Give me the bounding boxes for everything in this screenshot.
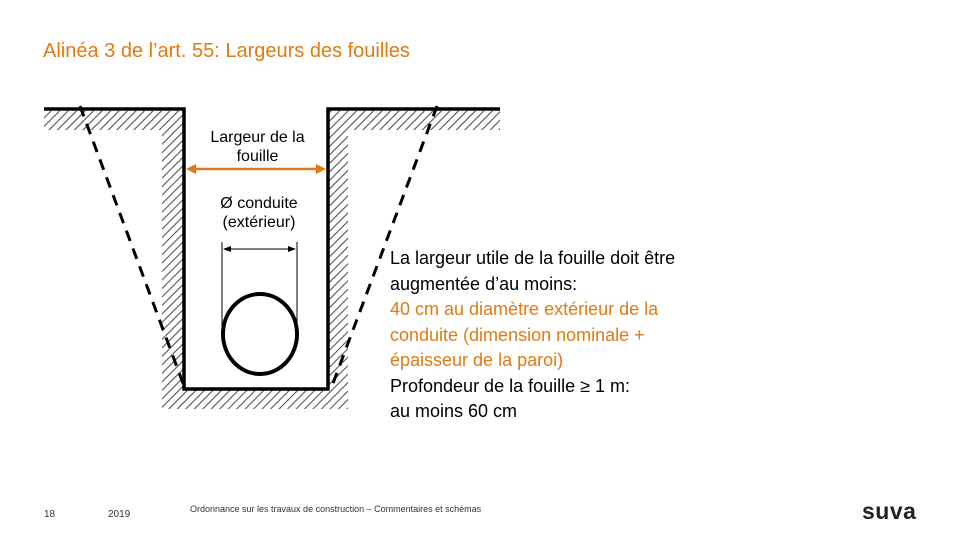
suva-logo: suva — [862, 498, 917, 524]
text-line-2: augmentée d’au moins: — [390, 273, 578, 294]
page-number: 18 — [44, 509, 56, 520]
trench-width-label-line2: fouille — [236, 148, 279, 165]
pipe-diameter-dimension — [222, 242, 297, 332]
text-line-3: 40 cm au diamètre extérieur de la — [390, 299, 659, 319]
pipe-diameter-label-line2: (extérieur) — [222, 214, 296, 231]
trench-width-label-line1: Largeur de la — [210, 129, 305, 146]
page-title: Alinéa 3 de l’art. 55: Largeurs des fouilles — [43, 40, 410, 62]
text-line-4: conduite (dimension nominale + — [390, 324, 645, 345]
footer-year: 2019 — [108, 509, 131, 520]
pipe-diameter-label-line1: Ø conduite — [220, 195, 298, 212]
text-line-6: Profondeur de la fouille ≥ 1 m: — [390, 375, 631, 396]
text-line-1: La largeur utile de la fouille doit être — [390, 248, 676, 268]
footer-caption: Ordonnance sur les travaux de construction – Commentaires et schémas — [190, 504, 482, 514]
text-line-5: épaisseur de la paroi) — [390, 350, 564, 370]
trench-width-label — [200, 128, 315, 166]
pipe-diameter-label — [200, 194, 318, 232]
pipe-circle — [223, 294, 297, 374]
explanation-text — [390, 246, 735, 425]
text-line-7: au moins 60 cm — [390, 401, 518, 421]
